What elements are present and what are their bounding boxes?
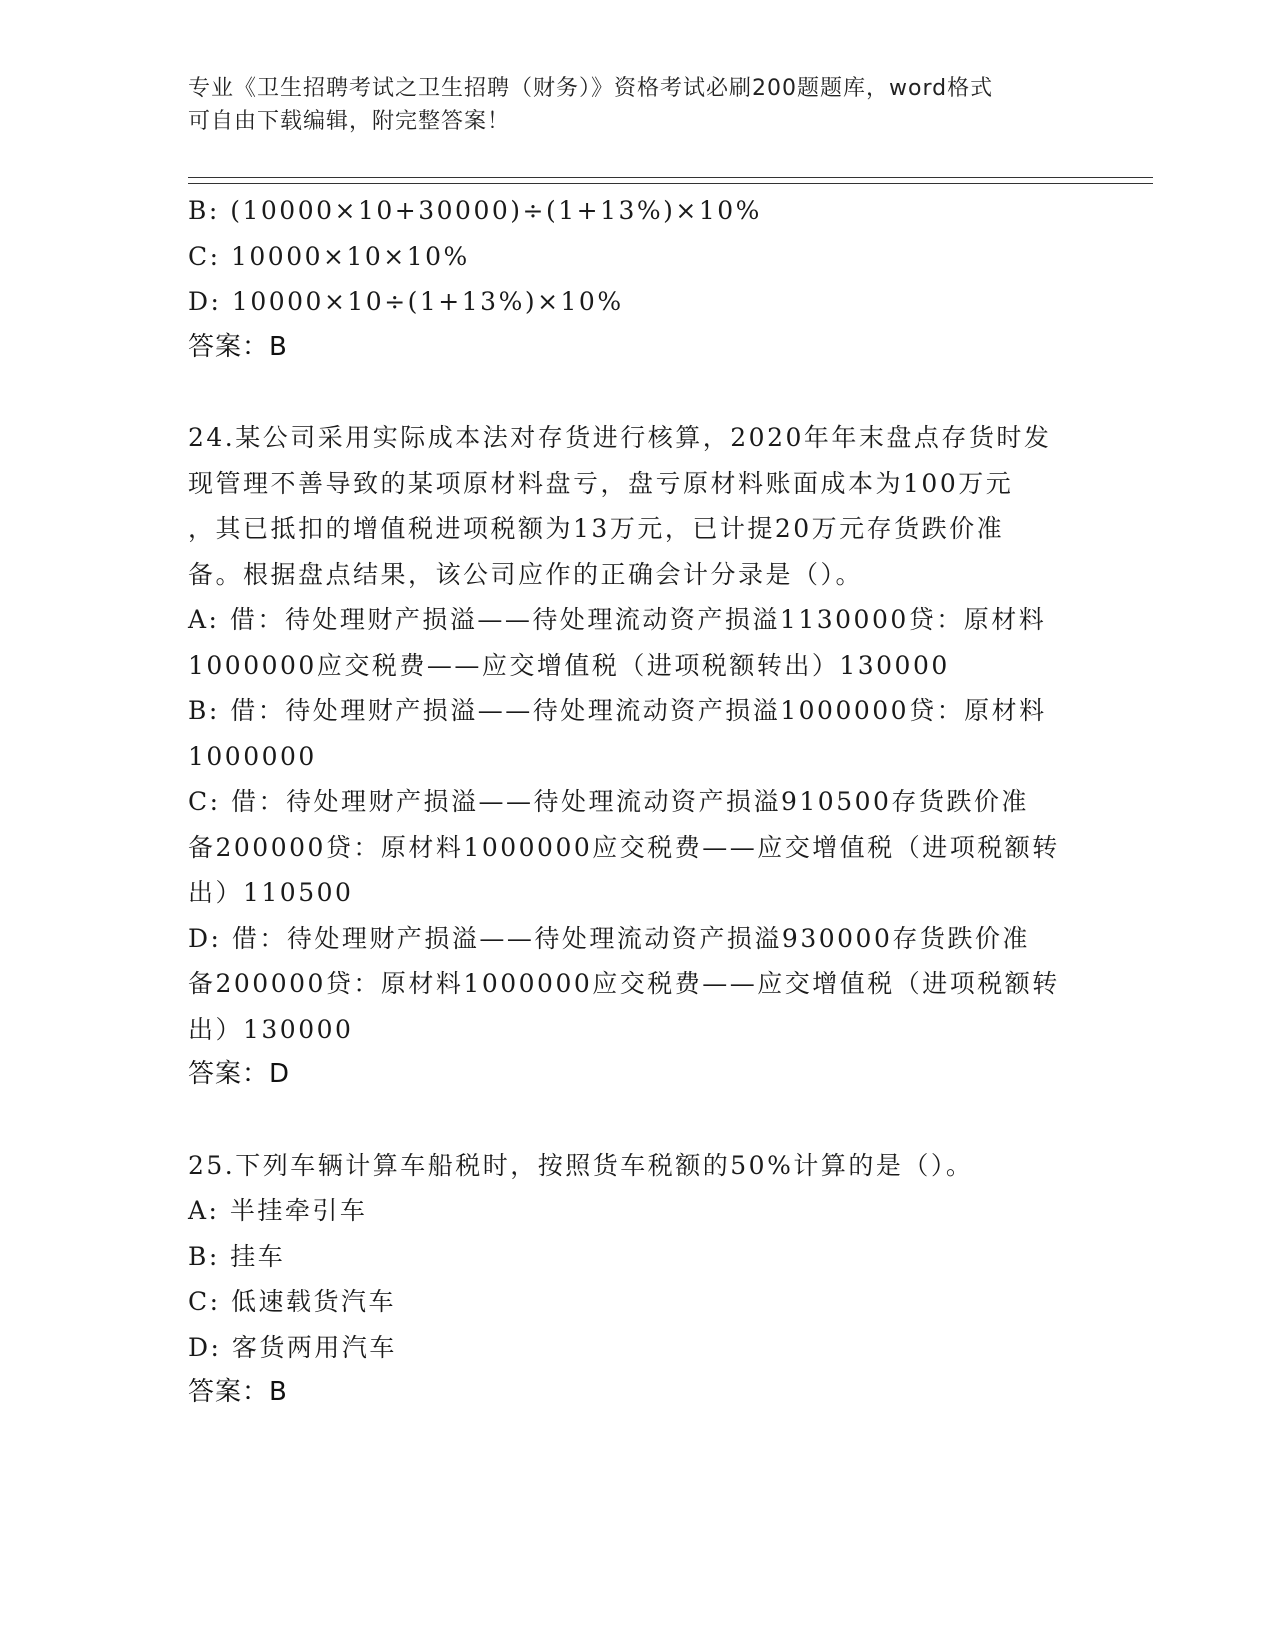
header-divider-bottom bbox=[188, 183, 1153, 184]
q24-stem-line: ，其已抵扣的增值税进项税额为13万元，已计提20万元存货跌价准 bbox=[188, 514, 1005, 543]
q25-option-a: A: 半挂牵引车 bbox=[188, 1196, 368, 1225]
header-divider-top bbox=[188, 177, 1153, 178]
spacer bbox=[188, 1098, 1088, 1143]
q24-stem-line: 备。根据盘点结果，该公司应作的正确会计分录是（）。 bbox=[188, 559, 864, 589]
q24-option-a-line: 1000000应交税费——应交增值税（进项税额转出）130000 bbox=[188, 650, 950, 680]
q24-answer: 答案：D bbox=[188, 1059, 291, 1089]
q24-option-a-line: A: 借：待处理财产损溢——待处理流动资产损溢1130000贷：原材料 bbox=[188, 605, 1047, 634]
q25-option-c: C: 低速载货汽车 bbox=[188, 1287, 396, 1316]
q24-option-c-line: 备200000贷：原材料1000000应交税费——应交增值税（进项税额转 bbox=[188, 832, 1060, 862]
q23-option-d: D: 10000×10÷(1+13%)×10% bbox=[188, 287, 624, 316]
q24-stem-line: 现管理不善导致的某项原材料盘亏，盘亏原材料账面成本为100万元 bbox=[188, 468, 1014, 498]
document-header bbox=[188, 72, 1088, 138]
q24-stem-line: 24.某公司采用实际成本法对存货进行核算，2020年年末盘点存货时发 bbox=[188, 423, 1052, 452]
q25-option-b: B: 挂车 bbox=[188, 1241, 286, 1271]
q24-option-d-line: 出）130000 bbox=[188, 1014, 354, 1044]
q24-option-b-line: B: 借：待处理财产损溢——待处理流动资产损溢1000000贷：原材料 bbox=[188, 696, 1047, 725]
q23-option-b: B: (10000×10+30000)÷(1+13%)×10% bbox=[188, 196, 762, 225]
q24-option-b-line: 1000000 bbox=[188, 741, 317, 771]
question-23-block bbox=[188, 188, 1088, 370]
q24-option-d-line: 备200000贷：原材料1000000应交税费——应交增值税（进项税额转 bbox=[188, 969, 1060, 998]
q24-option-c-line: C: 借：待处理财产损溢——待处理流动资产损溢910500存货跌价准 bbox=[188, 787, 1029, 816]
q24-option-d-line: D: 借：待处理财产损溢——待处理流动资产损溢930000存货跌价准 bbox=[188, 923, 1030, 953]
spacer bbox=[188, 370, 1088, 415]
q25-answer: 答案：B bbox=[188, 1377, 288, 1407]
q24-option-c-line: 出）110500 bbox=[188, 878, 354, 907]
header-line-2: 可自由下载编辑，附完整答案！ bbox=[188, 109, 511, 134]
q23-answer: 答案：B bbox=[188, 331, 288, 362]
q23-option-c: C: 10000×10×10% bbox=[188, 241, 470, 271]
question-content bbox=[188, 188, 1088, 1416]
q25-option-d: D: 客货两用汽车 bbox=[188, 1332, 397, 1362]
question-24-block bbox=[188, 415, 1088, 1098]
question-25-block bbox=[188, 1143, 1088, 1416]
header-line-1: 专业《卫生招聘考试之卫生招聘（财务）》资格考试必刷200题题库，word格式 bbox=[188, 76, 994, 101]
q25-stem: 25.下列车辆计算车船税时，按照货车税额的50%计算的是（）。 bbox=[188, 1150, 974, 1180]
